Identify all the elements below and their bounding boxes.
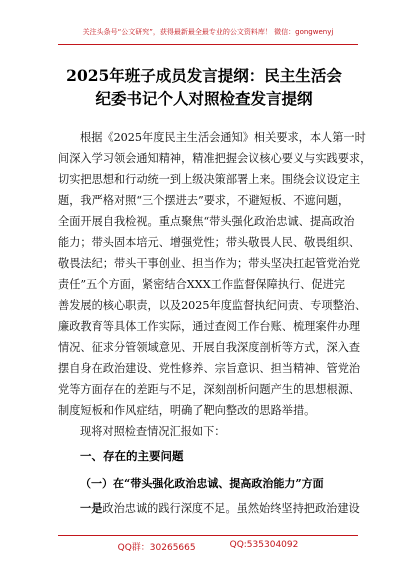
header-notice: 关注头条号“公文研究”，获得最新最全最专业的公文资料库！ 微信：gongwenyj [82, 28, 334, 36]
subsection-heading: （一）在“带头强化政治忠诚、提高政治能力”方面 [80, 477, 324, 490]
body-line-8: 责任”五个方面，紧密结合XXX工作监督保障执行、促进完 [58, 278, 345, 291]
body-line-7: 敬畏法纪；带头干事创业、担当作为；带头坚决扛起管党治党 [58, 257, 361, 270]
body-last-line-text: 政治忠诚的践行深度不足。虽然始终坚持把政治建设 [102, 502, 360, 515]
body-line-10: 廉政教育等具体工作实际，通过查阅工作台账、梳理案件办理 [58, 320, 361, 333]
footer-contact [58, 540, 358, 553]
section-heading: 一、存在的主要问题 [80, 449, 184, 463]
body-line-5: 全面开展自我检视。重点聚焦“带头强化政治忠诚、提高政治 [58, 215, 355, 228]
body-line-12: 摆自身在政治建设、党性修养、宗旨意识、担当精神、管党治 [58, 362, 361, 375]
body-line-1: 根据《2025年度民主生活会通知》相关要求，本人第一时 [80, 131, 366, 144]
body-line-3: 切实把思想和行动统一到上级决策部署上来。围绕会议设定主 [58, 173, 361, 186]
body-line-4: 题，我严格对照“三个摆进去”要求，不避短板、不遮问题， [58, 194, 350, 207]
body-line-9: 善发展的核心职责，以及2025年度监督执纪问责、专项整治、 [58, 299, 367, 312]
body-line-2: 间深入学习领会通知精神，精准把握会议核心要义与实践要求， [58, 152, 372, 165]
footer-qq-group: QQ群：30265665 [117, 543, 196, 553]
body-line-11: 情况、征求分管领域意见、开展自我深度剖析等方式，深入查 [58, 341, 361, 354]
body-line-13: 党等方面存在的差距与不足，深刻剖析问题产生的思想根源、 [58, 383, 361, 396]
footer-divider [58, 535, 358, 536]
footer-qq-number: QQ:535304092 [229, 540, 299, 550]
body-line-14: 制度短板和作风症结，明确了靶向整改的思路举措。 [58, 404, 316, 417]
body-last-line [80, 500, 360, 516]
document-title-line-1: 2025年班子成员发言提纲：民主生活会 [66, 66, 342, 85]
header-divider [58, 44, 358, 45]
enumeration-lead: 一是 [80, 502, 103, 515]
document-title-line-2: 纪委书记个人对照检查发言提纲 [95, 89, 313, 108]
header-notice-bar [58, 18, 358, 46]
report-intro: 现将对照检查情况汇报如下： [80, 425, 226, 438]
body-line-6: 能力；带头固本培元、增强党性；带头敬畏人民、敬畏组织、 [58, 236, 361, 249]
